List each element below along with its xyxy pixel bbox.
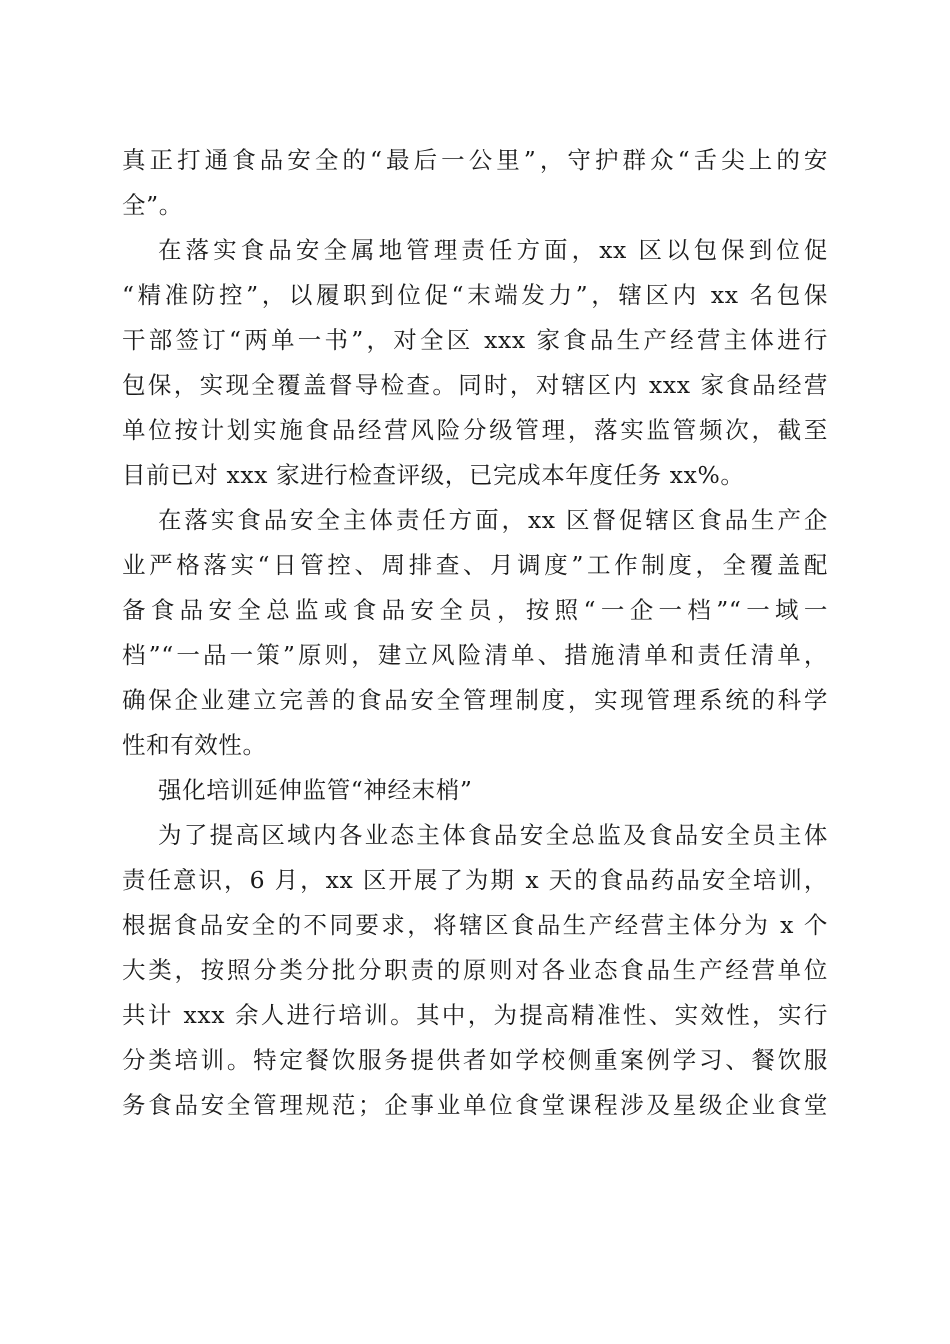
paragraph-3-line-1: 在落实食品安全主体责任方面，xx 区督促辖区食品生产企 bbox=[158, 506, 828, 534]
paragraph-4-line-7: 务食品安全管理规范；企事业单位食堂课程涉及星级企业食堂 bbox=[122, 1091, 828, 1119]
paragraph-4-line-3: 根据食品安全的不同要求，将辖区食品生产经营主体分为 x 个 bbox=[122, 911, 828, 939]
paragraph-4-line-5: 共计 xxx 余人进行培训。其中，为提高精准性、实效性，实行 bbox=[122, 1001, 828, 1029]
paragraph-3-line-4: 档”“一品一策”原则，建立风险清单、措施清单和责任清单， bbox=[122, 641, 828, 669]
paragraph-4-line-1: 为了提高区域内各业态主体食品安全总监及食品安全员主体 bbox=[158, 821, 828, 849]
paragraph-2-line-1: 在落实食品安全属地管理责任方面，xx 区以包保到位促 bbox=[158, 236, 828, 264]
paragraph-3-line-6: 性和有效性。 bbox=[122, 731, 267, 759]
paragraph-3-line-2: 业严格落实“日管控、周排查、月调度”工作制度，全覆盖配 bbox=[122, 551, 828, 579]
paragraph-2-line-3: 干部签订“两单一书”，对全区 xxx 家食品生产经营主体进行 bbox=[122, 326, 828, 354]
paragraph-1-line-1: 真正打通食品安全的“最后一公里”，守护群众“舌尖上的安 bbox=[122, 146, 828, 174]
paragraph-4-line-6: 分类培训。特定餐饮服务提供者如学校侧重案例学习、餐饮服 bbox=[122, 1046, 828, 1074]
paragraph-2-line-4: 包保，实现全覆盖督导检查。同时，对辖区内 xxx 家食品经营 bbox=[122, 371, 828, 399]
paragraph-2-line-6: 目前已对 xxx 家进行检查评级，已完成本年度任务 xx%。 bbox=[122, 461, 745, 489]
paragraph-1-line-2: 全”。 bbox=[122, 191, 183, 219]
paragraph-2-line-5: 单位按计划实施食品经营风险分级管理，落实监管频次，截至 bbox=[122, 416, 828, 444]
paragraph-3-line-3: 备食品安全总监或食品安全员，按照“一企一档”“一域一 bbox=[122, 596, 828, 624]
section-heading: 强化培训延伸监管“神经末梢” bbox=[158, 776, 473, 804]
document-body bbox=[122, 138, 828, 1128]
paragraph-4-line-2: 责任意识，6 月，xx 区开展了为期 x 天的食品药品安全培训， bbox=[122, 866, 828, 894]
paragraph-4-line-4: 大类，按照分类分批分职责的原则对各业态食品生产经营单位 bbox=[122, 956, 828, 984]
paragraph-2-line-2: “精准防控”，以履职到位促“末端发力”，辖区内 xx 名包保 bbox=[122, 281, 828, 309]
paragraph-3-line-5: 确保企业建立完善的食品安全管理制度，实现管理系统的科学 bbox=[122, 686, 828, 714]
